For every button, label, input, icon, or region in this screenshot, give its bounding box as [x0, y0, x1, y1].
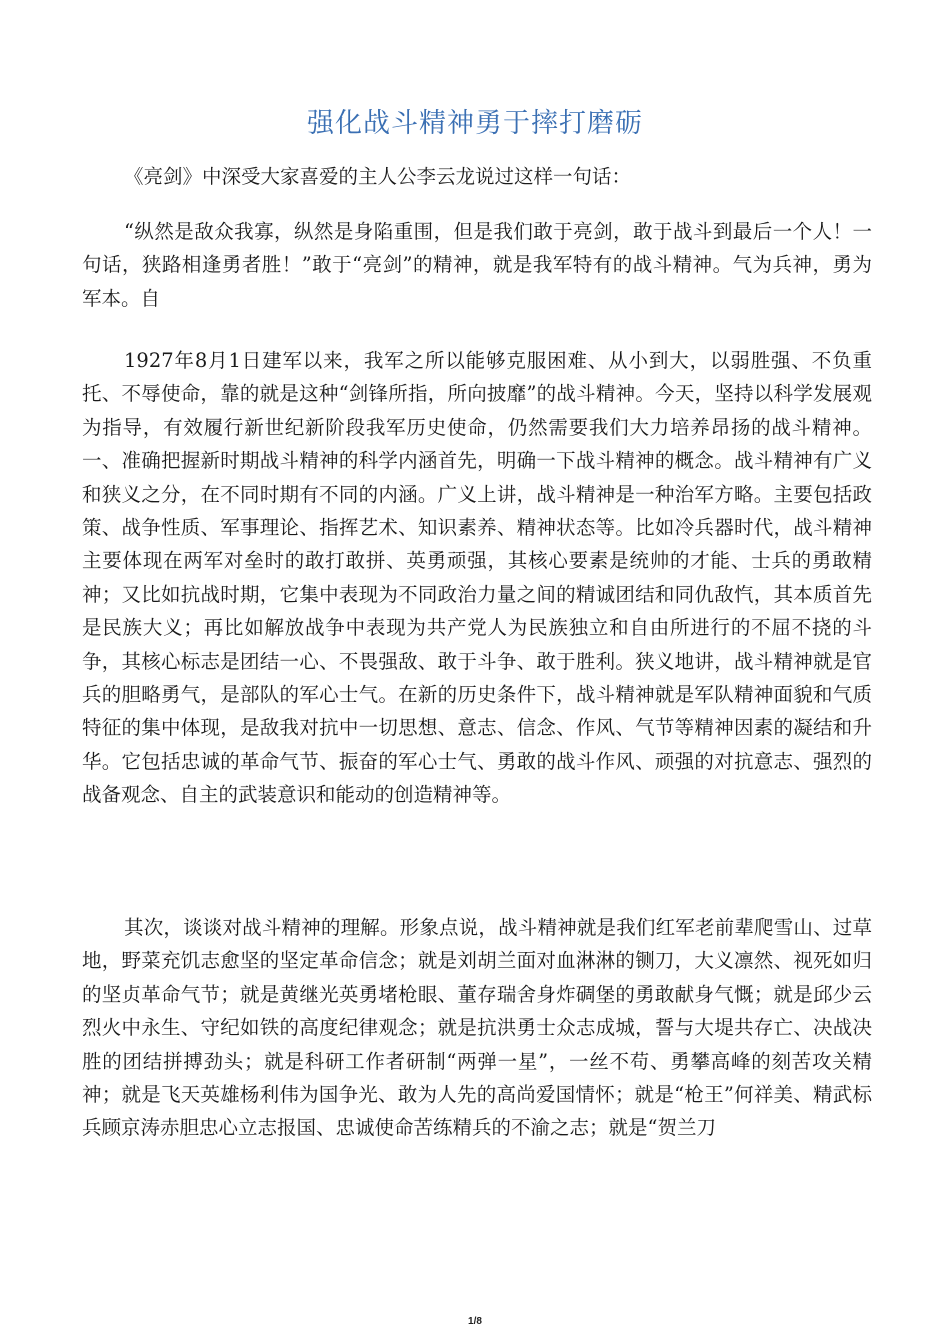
page-number: 1/8	[468, 1316, 482, 1327]
paragraph-intro: 《亮剑》中深受大家喜爱的主人公李云龙说过这样一句话：	[124, 165, 632, 188]
paragraph-history: 1927年8月1日建军以来，我军之所以能够克服困难、从小到大，以弱胜强、不负重托、不辱使命，靠的就是这种“剑锋所指，所向披靡”的战斗精神。今天，坚持以科学发展观为指导，有效履行新世纪新阶段我军历史使命，仍然需要我们大力培养昂扬的战斗精神。一、准确把握新时期战斗精神的科学内涵首先，明确一下战斗精神的概念。战斗精神有广义和狭义之分，在不同时期有不同的内涵。广义上讲，战斗精神是一种治军方略。主要包括政策、战争性质、军事理论、指挥艺术、知识素养、精神状态等。比如冷兵器时代，战斗精神主要体现在两军对垒时的敢打敢拼、英勇顽强，其核心要素是统帅的才能、士兵的勇敢精神；又比如抗战时期，它集中表现为不同政治力量之间的精诚团结和同仇敌忾，其本质首先是民族大义；再比如解放战争中表现为共产党人为民族独立和自由所进行的不屈不挠的斗争，其核心标志是团结一心、不畏强敌、敢于斗争、敢于胜利。狭义地讲，战斗精神就是官兵的胆略勇气，是部队的军心士气。在新的历史条件下，战斗精神就是军队精神面貌和气质特征的集中体现，是敌我对抗中一切思想、意志、信念、作风、气节等精神因素的凝结和升华。它包括忠诚的革命气节、振奋的军心士气、勇敢的战斗作风、顽强的对抗意志、强烈的战备观念、自主的武装意识和能动的创造精神等。	[82, 349, 872, 807]
paragraph-quote: “纵然是敌众我寡，纵然是身陷重围，但是我们敢于亮剑，敢于战斗到最后一个人！一句话，狭路相逢勇者胜！”敢于“亮剑”的精神，就是我军特有的战斗精神。气为兵神，勇为军本。自	[82, 220, 872, 310]
paragraph-understanding: 其次，谈谈对战斗精神的理解。形象点说，战斗精神就是我们红军老前辈爬雪山、过草地，野菜充饥志愈坚的坚定革命信念；就是刘胡兰面对血淋淋的铡刀，大义凛然、视死如归的坚贞革命气节；就是黄继光英勇堵枪眼、董存瑞舍身炸碉堡的勇敢献身气慨；就是邱少云烈火中永生、守纪如铁的高度纪律观念；就是抗洪勇士众志成城，誓与大堤共存亡、决战决胜的团结拼搏劲头；就是科研工作者研制“两弹一星”，一丝不苟、勇攀高峰的刻苦攻关精神；就是飞天英雄杨利伟为国争光、敢为人先的高尚爱国情怀；就是“枪王”何祥美、精武标兵顾京涛赤胆忠心立志报国、忠诚使命苦练精兵的不渝之志；就是“贺兰刀	[82, 916, 872, 1140]
document-title: 强化战斗精神勇于摔打磨砺	[307, 108, 643, 139]
